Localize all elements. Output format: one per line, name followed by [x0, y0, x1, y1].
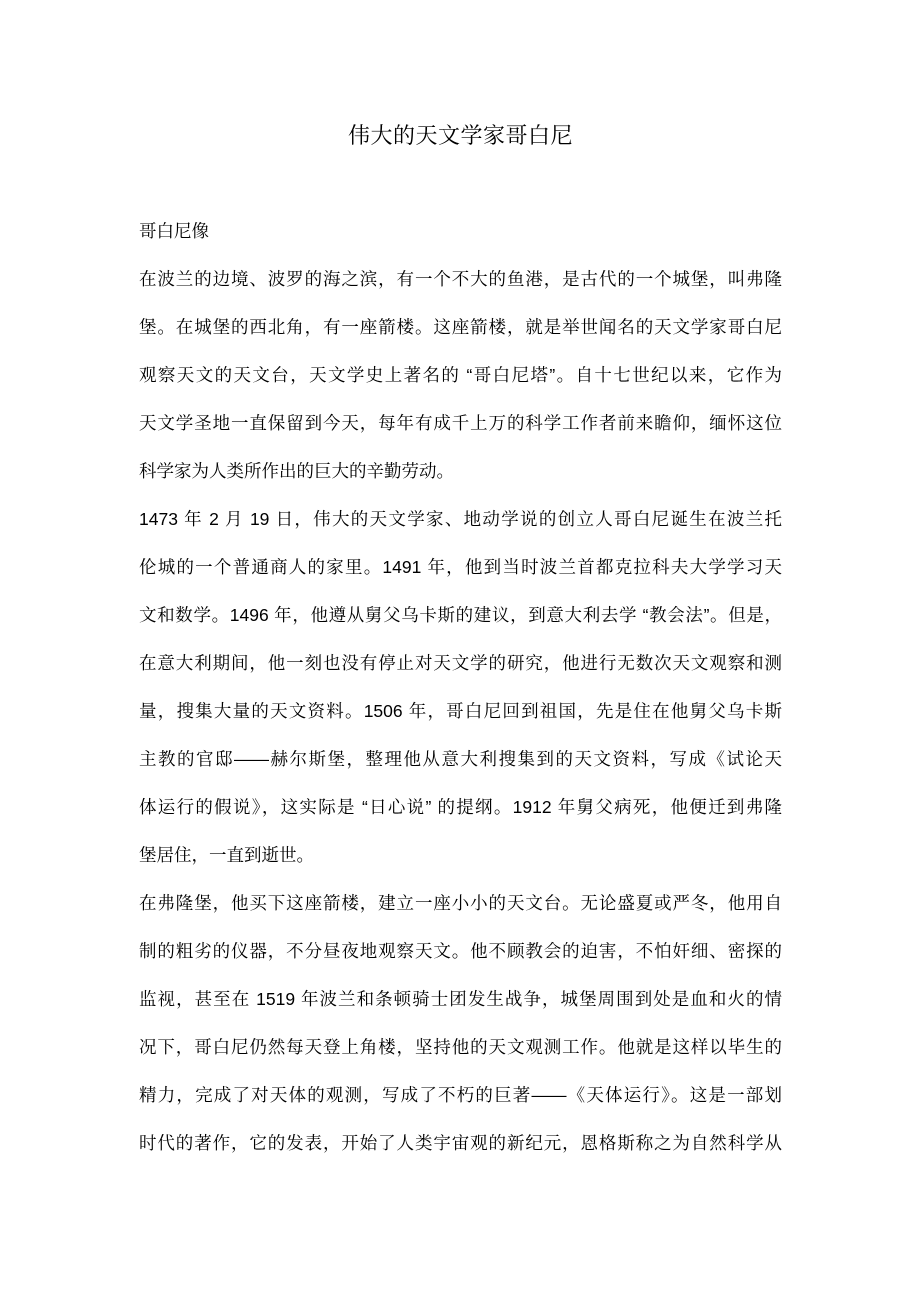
text-line: 况下，哥白尼仍然每天登上角楼，坚持他的天文观测工作。他就是这样以毕生的 — [139, 1037, 782, 1057]
text-line: 1473 年 2 月 19 日，伟大的天文学家、地动学说的创立人哥白尼诞生在波兰托 — [139, 509, 782, 529]
paragraph — [139, 207, 782, 255]
paragraph — [139, 879, 782, 1167]
text-line: 伦城的一个普通商人的家里。1491 年，他到当时波兰首都克拉科夫大学学习天 — [139, 557, 782, 577]
text-line: 体运行的假说》，这实际是 “日心说” 的提纲。1912 年舅父病死，他便迁到弗隆 — [139, 797, 782, 817]
text-line: 文和数学。1496 年，他遵从舅父乌卡斯的建议，到意大利去学 “教会法”。但是， — [139, 605, 782, 625]
document-body — [139, 207, 782, 1167]
text-line: 观察天文的天文台，天文学史上著名的 “哥白尼塔”。自十七世纪以来，它作为 — [139, 365, 782, 385]
document-title: 伟大的天文学家哥白尼 — [347, 123, 573, 148]
text-line: 在意大利期间，他一刻也没有停止对天文学的研究，他进行无数次天文观察和测 — [139, 653, 782, 673]
text-line: 制的粗劣的仪器，不分昼夜地观察天文。他不顾教会的迫害，不怕奸细、密探的 — [139, 941, 782, 961]
text-line: 哥白尼像 — [139, 221, 209, 241]
text-line: 天文学圣地一直保留到今天，每年有成千上万的科学工作者前来瞻仰，缅怀这位 — [139, 413, 782, 433]
text-line: 时代的著作，它的发表，开始了人类宇宙观的新纪元，恩格斯称之为自然科学从 — [139, 1133, 782, 1153]
text-line: 在波兰的边境、波罗的海之滨，有一个不大的鱼港，是古代的一个城堡，叫弗隆 — [139, 269, 782, 289]
text-line: 在弗隆堡，他买下这座箭楼，建立一座小小的天文台。无论盛夏或严冬，他用自 — [139, 893, 782, 913]
blank-line — [139, 160, 782, 207]
text-line: 堡居住，一直到逝世。 — [139, 845, 314, 865]
paragraph — [139, 495, 782, 879]
text-line: 监视，甚至在 1519 年波兰和条顿骑士团发生战争，城堡周围到处是血和火的情 — [139, 989, 782, 1009]
text-line: 精力，完成了对天体的观测，写成了不朽的巨著——《天体运行》。这是一部划 — [139, 1085, 782, 1105]
text-line: 科学家为人类所作出的巨大的辛勤劳动。 — [139, 461, 454, 481]
text-line: 主教的官邸——赫尔斯堡，整理他从意大利搜集到的天文资料，写成《试论天 — [139, 749, 782, 769]
paragraph — [139, 255, 782, 495]
text-line: 量，搜集大量的天文资料。1506 年，哥白尼回到祖国，先是住在他舅父乌卡斯 — [139, 701, 782, 721]
text-line: 堡。在城堡的西北角，有一座箭楼。这座箭楼，就是举世闻名的天文学家哥白尼 — [139, 317, 782, 337]
